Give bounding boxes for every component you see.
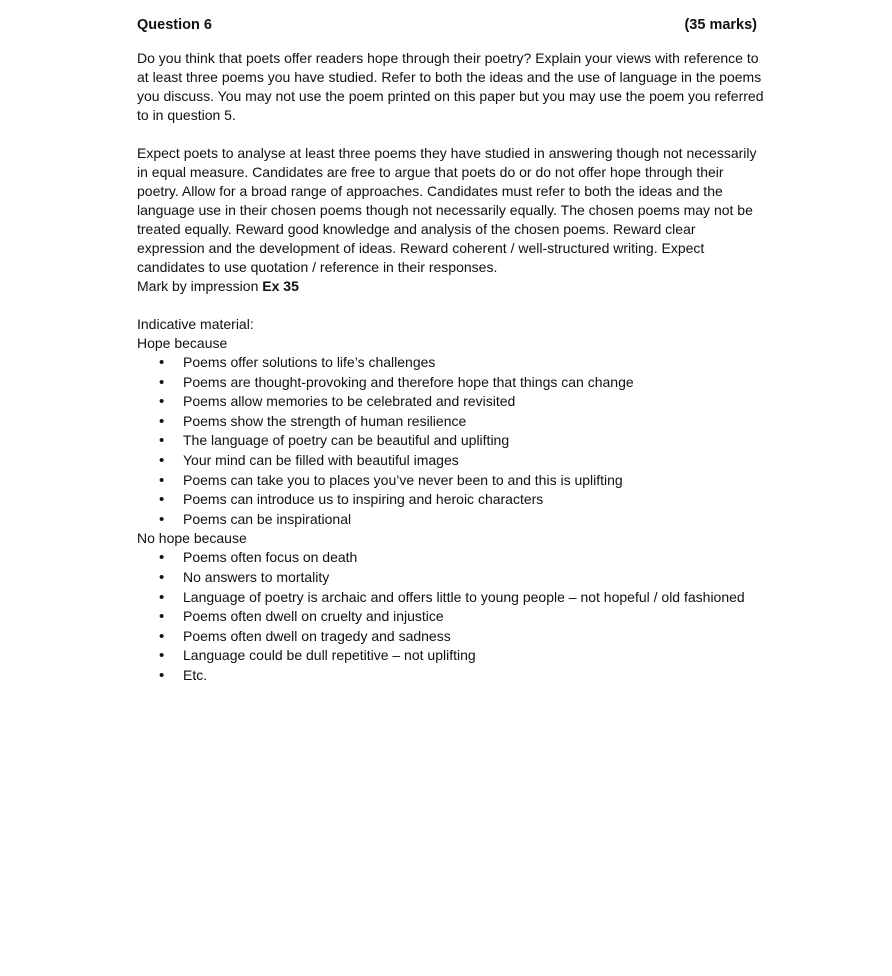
question-header (137, 14, 757, 36)
no-hope-heading: No hope because (137, 530, 247, 547)
indicative-heading: Indicative material: (137, 316, 254, 332)
marking-guidance: Expect poets to analyse at least three poems they have studied in answering though not necessarily in equal measure. Candidates are free to argue that poets do or do not offer hope through their poetry. Allow for a broad range of approaches. Candidates must refer to both the ideas and the language use in their chosen poems though not necessarily equally. The chosen poems may not be treated equally. Reward good knowledge and analysis of the chosen poems. Reward clear expression and the development of ideas. Reward coherent / well-structured writing. Expect candidates to use quotation / reference in their responses. (137, 145, 757, 275)
list-item: • Poems are thought-provoking and therefore hope that things can change (137, 373, 767, 393)
question-title: Question 6 (137, 17, 212, 33)
list-item: • Poems can introduce us to inspiring and heroic characters (137, 490, 767, 510)
list-item: • Poems can take you to places you’ve never been to and this is uplifting (137, 471, 767, 491)
list-item: • Poems often dwell on tragedy and sadness (137, 627, 767, 647)
question-prompt: Do you think that poets offer readers hope through their poetry? Explain your views with reference to at least three poems you have studied. Refer to both the ideas and the use of language in the poems you discuss. You may not use the poem printed on this paper but you may use the poem you referred to in question 5. (137, 50, 764, 123)
document-body (137, 14, 767, 686)
mark-value: Ex 35 (262, 278, 299, 294)
list-item: • No answers to mortality (137, 568, 767, 588)
list-item: • Poems show the strength of human resilience (137, 412, 767, 432)
list-item: • Poems offer solutions to life’s challenges (137, 353, 767, 373)
list-item: • Poems can be inspirational (137, 510, 767, 530)
mark-label: Mark by impression (137, 278, 259, 294)
mark-by-impression (137, 277, 767, 296)
list-item: • Language could be dull repetitive – not uplifting (137, 646, 767, 666)
list-item: • Poems allow memories to be celebrated and revisited (137, 392, 767, 412)
hope-heading: Hope because (137, 335, 228, 351)
list-item: • Etc. (137, 666, 767, 686)
list-item: • Poems often dwell on cruelty and injustice (137, 607, 767, 627)
list-item: • Language of poetry is archaic and offers little to young people – not hopeful / old fashioned (137, 588, 767, 608)
list-item: • Poems often focus on death (137, 548, 767, 568)
no-hope-list (137, 548, 767, 685)
list-item: • The language of poetry can be beautiful and uplifting (137, 431, 767, 451)
question-marks: (35 marks) (684, 17, 757, 33)
hope-list (137, 353, 767, 529)
list-item: • Your mind can be filled with beautiful images (137, 451, 767, 471)
